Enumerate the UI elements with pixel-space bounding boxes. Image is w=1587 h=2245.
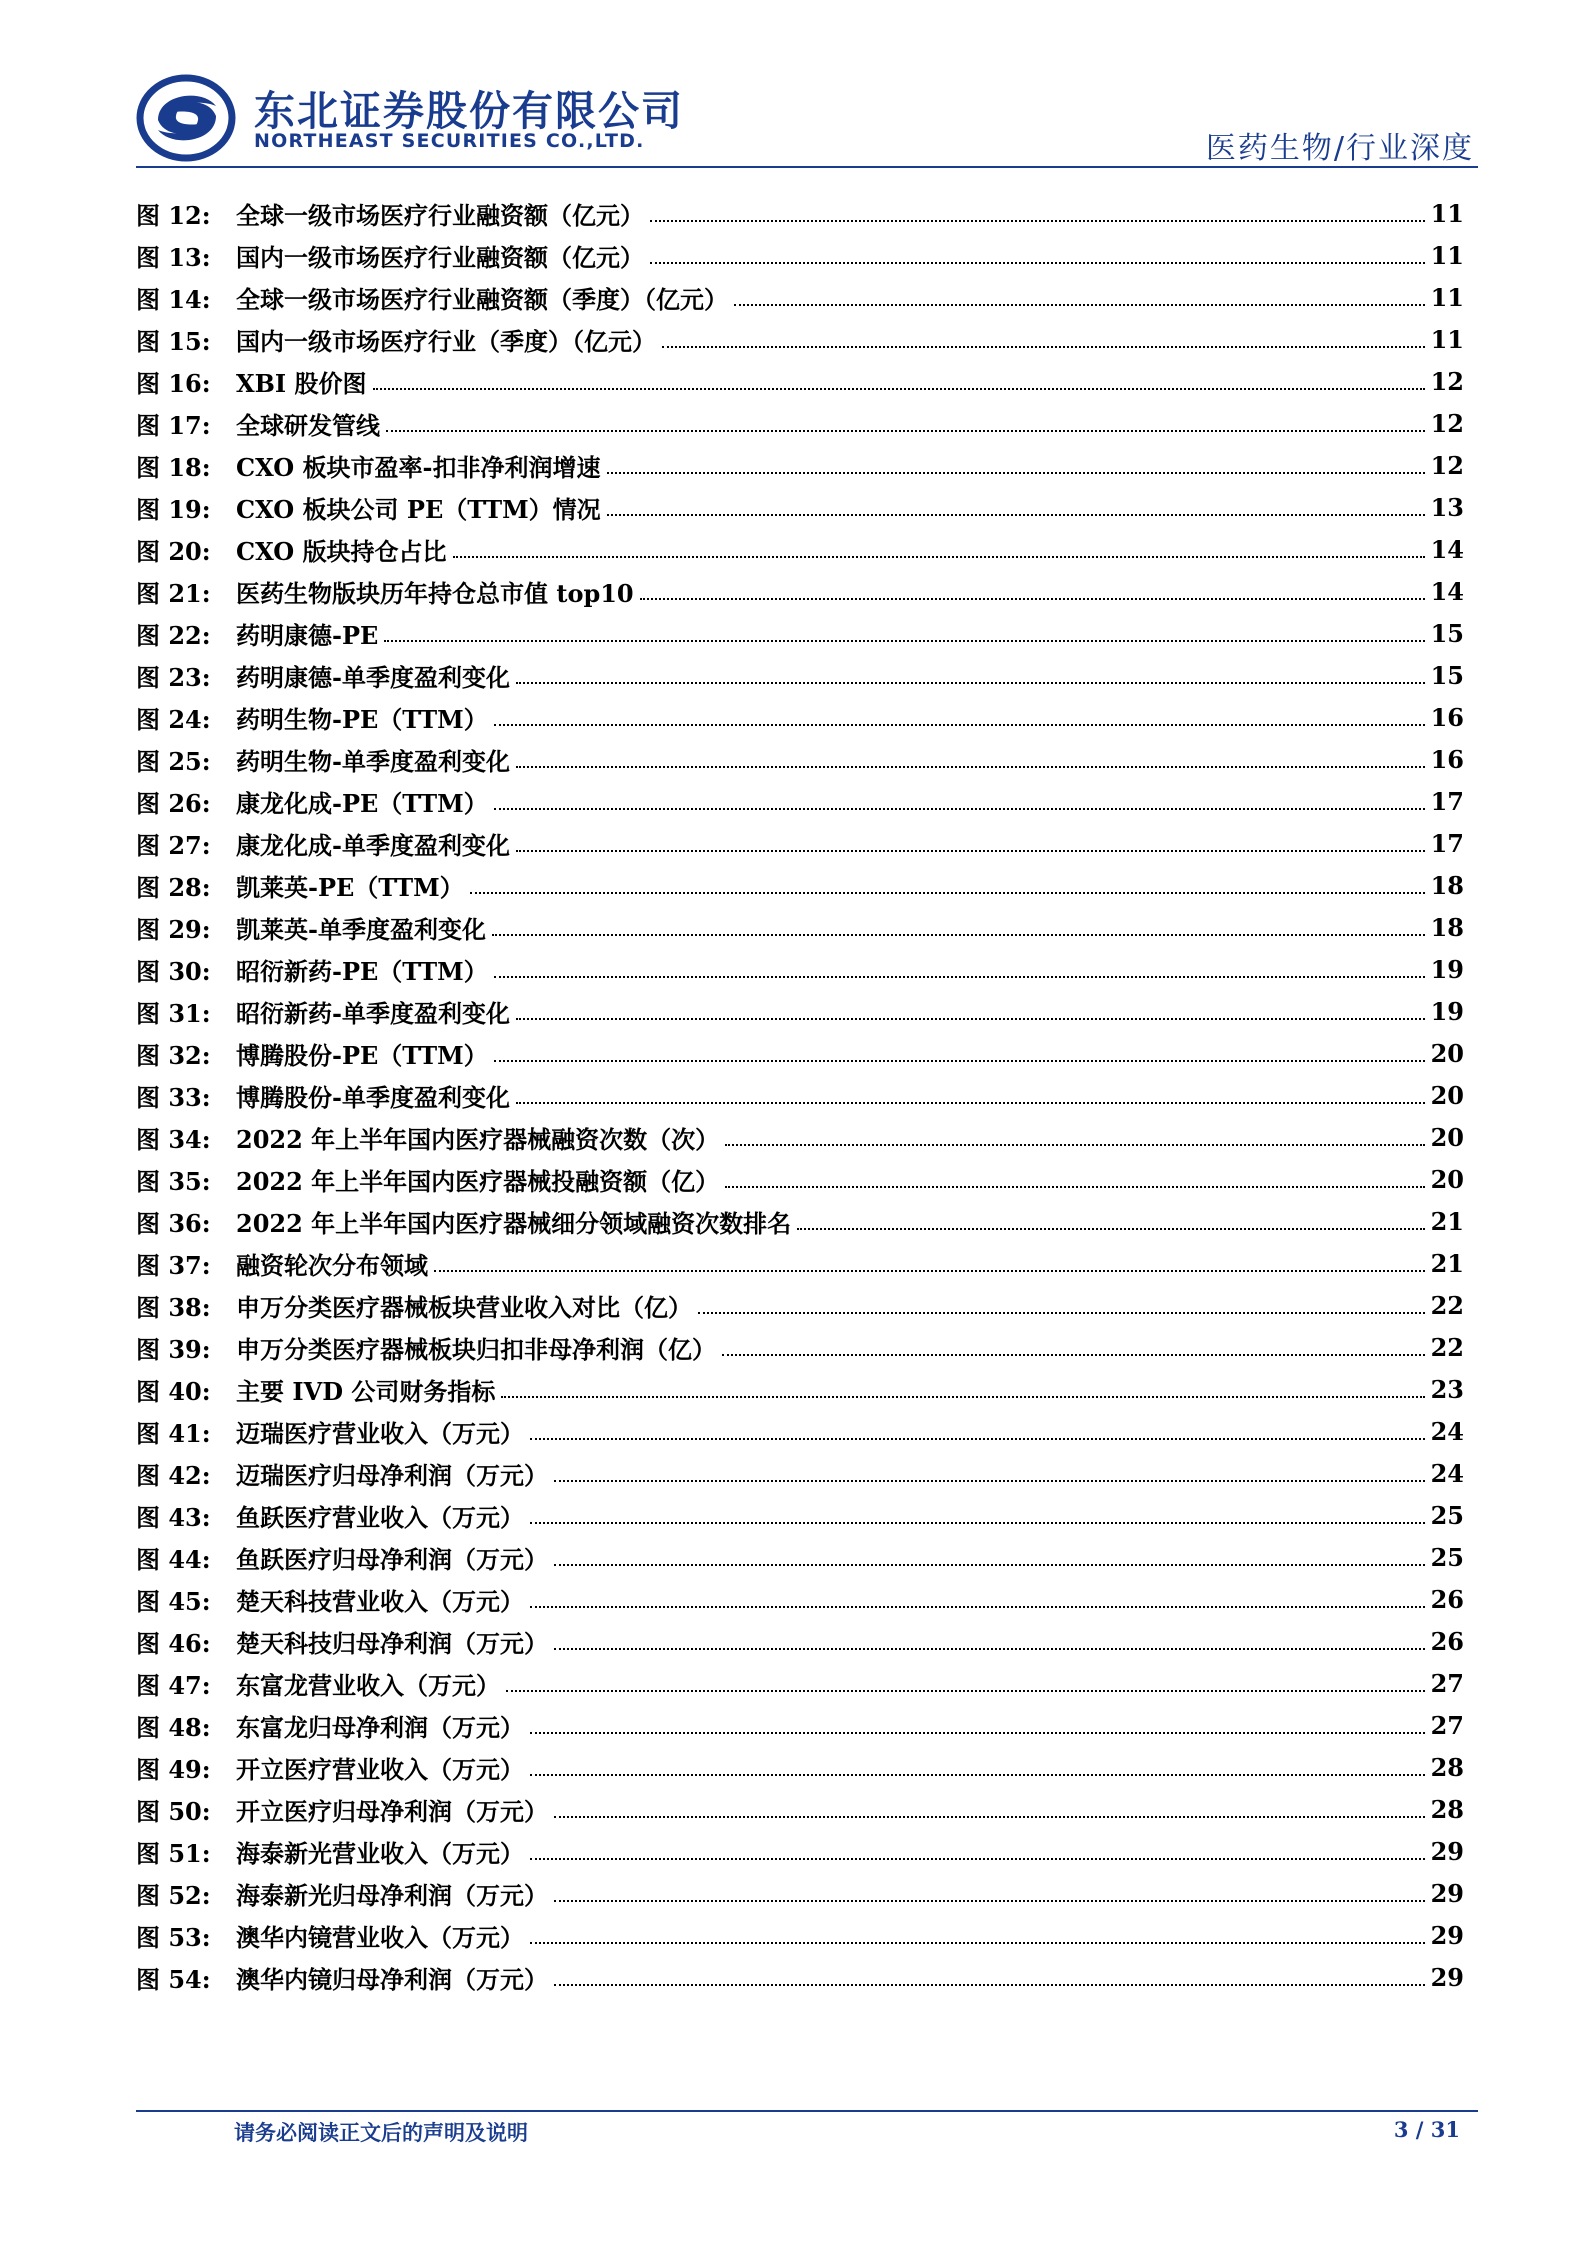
toc-entry[interactable] <box>136 1746 1464 1788</box>
toc-leader-dots <box>797 1228 1424 1230</box>
toc-entry[interactable] <box>136 1200 1464 1242</box>
toc-figure-label: 图 33: <box>136 1082 211 1112</box>
toc-leader-dots <box>386 430 1425 432</box>
toc-entry[interactable] <box>136 1536 1464 1578</box>
toc-figure-label: 图 46: <box>136 1628 211 1658</box>
toc-leader-dots <box>698 1312 1425 1314</box>
toc-entry-title: 澳华内镜归母净利润（万元） <box>236 1964 548 1994</box>
toc-entry-title: 迈瑞医疗营业收入（万元） <box>236 1418 524 1448</box>
toc-figure-label: 图 20: <box>136 536 211 566</box>
toc-entry[interactable] <box>136 1452 1464 1494</box>
toc-leader-dots <box>554 1480 1425 1482</box>
toc-figure-label: 图 51: <box>136 1838 211 1868</box>
toc-entry-title: 昭衍新药-单季度盈利变化 <box>236 998 510 1028</box>
toc-figure-label: 图 36: <box>136 1208 211 1238</box>
toc-leader-dots <box>530 1942 1425 1944</box>
toc-figure-label: 图 50: <box>136 1796 211 1826</box>
toc-page-number: 28 <box>1430 1752 1464 1782</box>
toc-figure-label: 图 23: <box>136 662 211 692</box>
toc-page-number: 26 <box>1430 1626 1464 1656</box>
toc-entry-title: 药明康德-PE <box>236 620 379 650</box>
toc-figure-label: 图 16: <box>136 368 211 398</box>
toc-entry[interactable] <box>136 612 1464 654</box>
toc-page-number: 29 <box>1430 1878 1464 1908</box>
toc-entry[interactable] <box>136 780 1464 822</box>
toc-figure-label: 图 40: <box>136 1376 211 1406</box>
toc-leader-dots <box>530 1606 1425 1608</box>
toc-entry[interactable] <box>136 318 1464 360</box>
toc-entry-title: 2022 年上半年国内医疗器械细分领域融资次数排名 <box>236 1208 792 1238</box>
toc-entry-title: 凯莱英-单季度盈利变化 <box>236 914 486 944</box>
toc-entry[interactable] <box>136 1830 1464 1872</box>
toc-leader-dots <box>492 934 1425 936</box>
toc-page-number: 22 <box>1430 1290 1464 1320</box>
toc-entry[interactable] <box>136 1410 1464 1452</box>
toc-figure-label: 图 41: <box>136 1418 211 1448</box>
toc-entry-title: 博腾股份-PE（TTM） <box>236 1040 488 1070</box>
toc-entry[interactable] <box>136 1032 1464 1074</box>
toc-entry-title: 药明康德-单季度盈利变化 <box>236 662 510 692</box>
toc-leader-dots <box>530 1732 1425 1734</box>
toc-entry[interactable] <box>136 444 1464 486</box>
toc-figure-label: 图 52: <box>136 1880 211 1910</box>
toc-figure-label: 图 45: <box>136 1586 211 1616</box>
toc-entry[interactable] <box>136 948 1464 990</box>
toc-page-number: 29 <box>1430 1920 1464 1950</box>
toc-entry[interactable] <box>136 1872 1464 1914</box>
toc-figure-label: 图 48: <box>136 1712 211 1742</box>
figure-list <box>136 192 1464 1998</box>
toc-figure-label: 图 37: <box>136 1250 211 1280</box>
company-logo-icon <box>136 72 240 164</box>
toc-entry-title: 鱼跃医疗归母净利润（万元） <box>236 1544 548 1574</box>
toc-entry[interactable] <box>136 864 1464 906</box>
toc-leader-dots <box>554 1564 1425 1566</box>
toc-entry[interactable] <box>136 402 1464 444</box>
toc-entry-title: 昭衍新药-PE（TTM） <box>236 956 488 986</box>
toc-figure-label: 图 25: <box>136 746 211 776</box>
toc-entry-title: 全球一级市场医疗行业融资额（亿元） <box>236 200 644 230</box>
toc-page-number: 27 <box>1430 1668 1464 1698</box>
toc-leader-dots <box>373 388 1425 390</box>
toc-figure-label: 图 26: <box>136 788 211 818</box>
toc-entry-title: 申万分类医疗器械板块归扣非母净利润（亿） <box>236 1334 716 1364</box>
toc-leader-dots <box>494 808 1425 810</box>
toc-figure-label: 图 28: <box>136 872 211 902</box>
toc-leader-dots <box>516 1018 1425 1020</box>
toc-figure-label: 图 49: <box>136 1754 211 1784</box>
toc-leader-dots <box>554 1816 1425 1818</box>
toc-entry[interactable] <box>136 1326 1464 1368</box>
header-divider <box>136 166 1478 168</box>
toc-entry-title: 药明生物-单季度盈利变化 <box>236 746 510 776</box>
toc-page-number: 20 <box>1430 1038 1464 1068</box>
toc-leader-dots <box>530 1438 1425 1440</box>
toc-page-number: 21 <box>1430 1206 1464 1236</box>
toc-figure-label: 图 32: <box>136 1040 211 1070</box>
toc-figure-label: 图 44: <box>136 1544 211 1574</box>
toc-figure-label: 图 29: <box>136 914 211 944</box>
toc-entry[interactable] <box>136 486 1464 528</box>
toc-page-number: 13 <box>1430 492 1464 522</box>
toc-entry[interactable] <box>136 1158 1464 1200</box>
company-name-en: NORTHEAST SECURITIES CO.,LTD. <box>254 130 645 152</box>
toc-page-number: 16 <box>1430 702 1464 732</box>
toc-entry-title: 澳华内镜营业收入（万元） <box>236 1922 524 1952</box>
toc-entry-title: 凯莱英-PE（TTM） <box>236 872 464 902</box>
toc-page-number: 11 <box>1430 282 1464 312</box>
toc-entry[interactable] <box>136 276 1464 318</box>
toc-entry-title: 楚天科技归母净利润（万元） <box>236 1628 548 1658</box>
toc-page-number: 18 <box>1430 912 1464 942</box>
toc-page-number: 24 <box>1430 1458 1464 1488</box>
toc-figure-label: 图 54: <box>136 1964 211 1994</box>
toc-figure-label: 图 15: <box>136 326 211 356</box>
toc-entry[interactable] <box>136 906 1464 948</box>
toc-entry[interactable] <box>136 1116 1464 1158</box>
toc-entry-title: XBI 股价图 <box>236 368 367 398</box>
toc-entry[interactable] <box>136 822 1464 864</box>
toc-entry-title: 全球研发管线 <box>236 410 380 440</box>
toc-page-number: 18 <box>1430 870 1464 900</box>
toc-page-number: 28 <box>1430 1794 1464 1824</box>
toc-figure-label: 图 27: <box>136 830 211 860</box>
toc-entry[interactable] <box>136 1662 1464 1704</box>
toc-entry-title: 迈瑞医疗归母净利润（万元） <box>236 1460 548 1490</box>
toc-page-number: 12 <box>1430 450 1464 480</box>
toc-entry[interactable] <box>136 1704 1464 1746</box>
toc-leader-dots <box>516 850 1425 852</box>
toc-entry[interactable] <box>136 360 1464 402</box>
toc-page-number: 20 <box>1430 1080 1464 1110</box>
toc-entry-title: 东富龙营业收入（万元） <box>236 1670 500 1700</box>
toc-entry-title: 博腾股份-单季度盈利变化 <box>236 1082 510 1112</box>
toc-entry-title: 海泰新光归母净利润（万元） <box>236 1880 548 1910</box>
toc-page-number: 12 <box>1430 408 1464 438</box>
toc-figure-label: 图 24: <box>136 704 211 734</box>
report-category: 医药生物/行业深度 <box>1205 131 1474 166</box>
footer-divider <box>136 2110 1478 2112</box>
toc-entry[interactable] <box>136 192 1464 234</box>
toc-entry[interactable] <box>136 1788 1464 1830</box>
toc-entry[interactable] <box>136 990 1464 1032</box>
toc-entry[interactable] <box>136 570 1464 612</box>
toc-entry[interactable] <box>136 1956 1464 1998</box>
toc-leader-dots <box>530 1774 1425 1776</box>
toc-entry-title: 医药生物版块历年持仓总市值 top10 <box>236 578 634 608</box>
toc-entry-title: 国内一级市场医疗行业（季度）（亿元） <box>236 326 656 356</box>
toc-entry-title: CXO 板块公司 PE（TTM）情况 <box>236 494 601 524</box>
toc-leader-dots <box>470 892 1425 894</box>
toc-entry[interactable] <box>136 1578 1464 1620</box>
toc-page-number: 19 <box>1430 954 1464 984</box>
toc-page-number: 27 <box>1430 1710 1464 1740</box>
toc-page-number: 19 <box>1430 996 1464 1026</box>
toc-figure-label: 图 34: <box>136 1124 211 1154</box>
toc-leader-dots <box>434 1270 1425 1272</box>
toc-entry[interactable] <box>136 738 1464 780</box>
toc-page-number: 15 <box>1430 660 1464 690</box>
toc-leader-dots <box>725 1186 1424 1188</box>
toc-figure-label: 图 22: <box>136 620 211 650</box>
page-header <box>136 72 1478 164</box>
disclaimer-note: 请务必阅读正文后的声明及说明 <box>234 2120 528 2145</box>
toc-page-number: 29 <box>1430 1962 1464 1992</box>
company-name-cn: 东北证券股份有限公司 <box>254 87 684 135</box>
toc-page-number: 29 <box>1430 1836 1464 1866</box>
toc-figure-label: 图 39: <box>136 1334 211 1364</box>
toc-entry-title: 2022 年上半年国内医疗器械投融资额（亿） <box>236 1166 720 1196</box>
toc-page-number: 24 <box>1430 1416 1464 1446</box>
toc-leader-dots <box>494 1060 1425 1062</box>
toc-entry[interactable] <box>136 1494 1464 1536</box>
toc-entry-title: 药明生物-PE（TTM） <box>236 704 488 734</box>
toc-leader-dots <box>494 724 1425 726</box>
toc-figure-label: 图 47: <box>136 1670 211 1700</box>
toc-figure-label: 图 17: <box>136 410 211 440</box>
page-number: 3 / 31 <box>1393 2117 1460 2142</box>
toc-page-number: 16 <box>1430 744 1464 774</box>
toc-entry-title: CXO 板块市盈率-扣非净利润增速 <box>236 452 601 482</box>
toc-figure-label: 图 30: <box>136 956 211 986</box>
toc-page-number: 25 <box>1430 1500 1464 1530</box>
toc-entry[interactable] <box>136 1242 1464 1284</box>
toc-leader-dots <box>650 220 1425 222</box>
toc-entry-title: 全球一级市场医疗行业融资额（季度）（亿元） <box>236 284 728 314</box>
toc-figure-label: 图 31: <box>136 998 211 1028</box>
toc-entry[interactable] <box>136 234 1464 276</box>
toc-entry-title: 鱼跃医疗营业收入（万元） <box>236 1502 524 1532</box>
toc-entry[interactable] <box>136 1620 1464 1662</box>
toc-leader-dots <box>607 514 1425 516</box>
toc-entry-title: 海泰新光营业收入（万元） <box>236 1838 524 1868</box>
toc-leader-dots <box>453 556 1425 558</box>
toc-entry[interactable] <box>136 1914 1464 1956</box>
toc-leader-dots <box>530 1858 1425 1860</box>
toc-figure-label: 图 53: <box>136 1922 211 1952</box>
toc-figure-label: 图 21: <box>136 578 211 608</box>
toc-page-number: 11 <box>1430 324 1464 354</box>
toc-entry-title: CXO 版块持仓占比 <box>236 536 447 566</box>
toc-page-number: 12 <box>1430 366 1464 396</box>
toc-leader-dots <box>725 1144 1424 1146</box>
toc-page-number: 23 <box>1430 1374 1464 1404</box>
toc-leader-dots <box>506 1690 1425 1692</box>
toc-page-number: 11 <box>1430 198 1464 228</box>
toc-figure-label: 图 42: <box>136 1460 211 1490</box>
toc-leader-dots <box>516 682 1425 684</box>
toc-entry-title: 开立医疗归母净利润（万元） <box>236 1796 548 1826</box>
toc-entry-title: 2022 年上半年国内医疗器械融资次数（次） <box>236 1124 720 1154</box>
toc-page-number: 14 <box>1430 576 1464 606</box>
toc-leader-dots <box>516 1102 1425 1104</box>
toc-leader-dots <box>494 976 1425 978</box>
toc-entry[interactable] <box>136 1074 1464 1116</box>
toc-leader-dots <box>554 1900 1425 1902</box>
toc-figure-label: 图 18: <box>136 452 211 482</box>
toc-entry-title: 楚天科技营业收入（万元） <box>236 1586 524 1616</box>
toc-leader-dots <box>607 472 1425 474</box>
toc-page-number: 20 <box>1430 1164 1464 1194</box>
toc-page-number: 15 <box>1430 618 1464 648</box>
toc-leader-dots <box>640 598 1425 600</box>
toc-entry[interactable] <box>136 1368 1464 1410</box>
toc-figure-label: 图 12: <box>136 200 211 230</box>
toc-entry-title: 东富龙归母净利润（万元） <box>236 1712 524 1742</box>
toc-page-number: 20 <box>1430 1122 1464 1152</box>
toc-entry[interactable] <box>136 696 1464 738</box>
toc-figure-label: 图 13: <box>136 242 211 272</box>
toc-entry-title: 康龙化成-PE（TTM） <box>236 788 488 818</box>
toc-entry-title: 主要 IVD 公司财务指标 <box>236 1376 496 1406</box>
toc-page-number: 25 <box>1430 1542 1464 1572</box>
toc-entry-title: 国内一级市场医疗行业融资额（亿元） <box>236 242 644 272</box>
toc-leader-dots <box>650 262 1425 264</box>
toc-page-number: 17 <box>1430 786 1464 816</box>
toc-figure-label: 图 14: <box>136 284 211 314</box>
toc-entry[interactable] <box>136 528 1464 570</box>
toc-leader-dots <box>554 1984 1425 1986</box>
toc-entry-title: 康龙化成-单季度盈利变化 <box>236 830 510 860</box>
toc-page-number: 26 <box>1430 1584 1464 1614</box>
toc-leader-dots <box>722 1354 1425 1356</box>
toc-entry[interactable] <box>136 654 1464 696</box>
toc-page-number: 11 <box>1430 240 1464 270</box>
toc-leader-dots <box>662 346 1425 348</box>
toc-leader-dots <box>734 304 1425 306</box>
toc-page-number: 21 <box>1430 1248 1464 1278</box>
toc-leader-dots <box>530 1522 1425 1524</box>
toc-figure-label: 图 19: <box>136 494 211 524</box>
toc-entry-title: 申万分类医疗器械板块营业收入对比（亿） <box>236 1292 692 1322</box>
toc-leader-dots <box>501 1396 1424 1398</box>
toc-entry[interactable] <box>136 1284 1464 1326</box>
toc-page-number: 17 <box>1430 828 1464 858</box>
toc-page-number: 14 <box>1430 534 1464 564</box>
toc-figure-label: 图 35: <box>136 1166 211 1196</box>
toc-entry-title: 开立医疗营业收入（万元） <box>236 1754 524 1784</box>
toc-figure-label: 图 43: <box>136 1502 211 1532</box>
toc-figure-label: 图 38: <box>136 1292 211 1322</box>
toc-leader-dots <box>384 640 1424 642</box>
toc-leader-dots <box>516 766 1425 768</box>
toc-page-number: 22 <box>1430 1332 1464 1362</box>
toc-entry-title: 融资轮次分布领域 <box>236 1250 428 1280</box>
toc-leader-dots <box>554 1648 1425 1650</box>
